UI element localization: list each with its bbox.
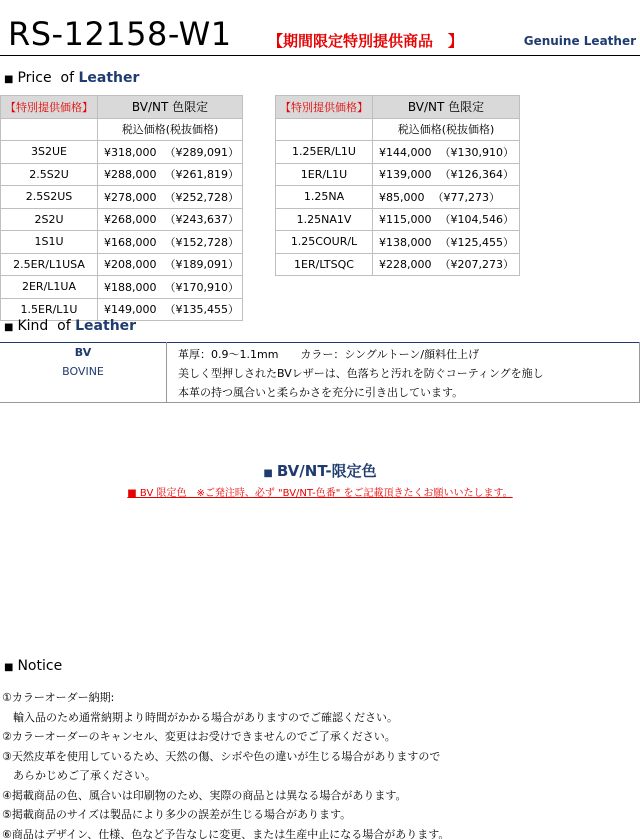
price-excl-tax: （¥261,819） <box>164 168 239 182</box>
price-incl-tax: ¥138,000 <box>379 235 432 249</box>
leather-description-line-1: 美しく型押しされたBVレザーは、色落ちと汚れを防ぐコーティングを施し <box>178 367 544 380</box>
price-cell <box>373 141 520 164</box>
table-header-row <box>276 96 520 119</box>
table-row <box>276 231 520 254</box>
kind-table-divider <box>166 342 167 402</box>
notice-line: ⑥商品はデザイン、仕様、色など予告なしに変更、または生産中止になる場合があります。 <box>2 827 450 839</box>
header-divider <box>0 55 640 56</box>
notice-line: あらかじめご了承ください。 <box>2 769 156 782</box>
notice-line: ①カラーオーダー納期: <box>2 691 115 704</box>
price-excl-tax: （¥126,364） <box>439 168 514 182</box>
limited-color-note: ■ BV 限定色 ※ご発注時、必ず "BV/NT-色番" をご記載頂きたくお願いいたします。 <box>127 488 513 499</box>
price-cell <box>373 208 520 231</box>
price-table-right <box>275 95 520 276</box>
notice-line: 輸入品のため通常納期より時間がかかる場合がありますのでご確認ください。 <box>2 710 398 724</box>
model-cell: 1.25COUR/L <box>276 231 373 254</box>
price-excl-tax: （¥77,273） <box>432 190 500 204</box>
price-excl-tax: （¥130,910） <box>439 145 514 159</box>
price-cell <box>373 186 520 209</box>
price-section-heading <box>4 70 139 86</box>
price-cell <box>98 208 243 231</box>
price-excl-tax: （¥125,455） <box>439 235 514 249</box>
limited-color-heading <box>0 460 640 481</box>
leather-name: BOVINE <box>62 365 104 378</box>
promo-label: 【期間限定特別提供商品 】 <box>268 32 464 50</box>
bullet-icon: ■ <box>4 74 14 85</box>
model-cell: 1.25ER/L1U <box>276 141 373 164</box>
price-cell <box>98 186 243 209</box>
price-excl-tax: （¥104,546） <box>439 213 514 227</box>
notice-line: ⑤掲載商品のサイズは製品により多少の誤差が生じる場合があります。 <box>2 808 352 821</box>
tax-label: 税込価格(税抜価格) <box>373 118 520 141</box>
price-excl-tax: （¥152,728） <box>164 235 239 249</box>
model-cell: 2S2U <box>1 208 98 231</box>
price-incl-tax: ¥139,000 <box>379 168 432 182</box>
price-table-left <box>0 95 243 321</box>
price-incl-tax: ¥168,000 <box>104 235 157 249</box>
price-incl-tax: ¥188,000 <box>104 280 157 294</box>
price-cell <box>98 276 243 299</box>
table-subheader-row <box>276 118 520 141</box>
leather-code: BV <box>74 346 92 359</box>
page-header <box>0 0 640 56</box>
notice-section-heading <box>4 658 62 674</box>
price-cell <box>373 253 520 276</box>
price-cell <box>98 163 243 186</box>
model-cell: 3S2UE <box>1 141 98 164</box>
price-incl-tax: ¥208,000 <box>104 258 157 272</box>
price-excl-tax: （¥252,728） <box>164 190 239 204</box>
model-cell: 2.5ER/L1USA <box>1 253 98 276</box>
notice-line: ②カラーオーダーのキャンセル、変更はお受けできませんのでご了承ください。 <box>2 730 396 743</box>
color-limited-label: BV/NT 色限定 <box>98 96 243 119</box>
table-row <box>1 186 243 209</box>
bullet-icon: ■ <box>263 468 273 479</box>
model-cell: 2.5S2U <box>1 163 98 186</box>
genuine-leather-label: Genuine Leather <box>523 34 636 48</box>
kind-section-heading <box>4 318 136 334</box>
price-incl-tax: ¥288,000 <box>104 168 157 182</box>
table-subheader-row <box>1 118 243 141</box>
table-row <box>276 163 520 186</box>
table-row <box>1 163 243 186</box>
table-row <box>276 186 520 209</box>
color-limited-label: BV/NT 色限定 <box>373 96 520 119</box>
price-incl-tax: ¥268,000 <box>104 213 157 227</box>
table-row <box>1 276 243 299</box>
leather-description-line-2: 本革の持つ風合いと柔らかさを充分に引き出しています。 <box>178 386 464 399</box>
table-row <box>1 208 243 231</box>
empty-cell <box>1 118 98 141</box>
model-cell: 1.25NA <box>276 186 373 209</box>
model-cell: 2ER/L1UA <box>1 276 98 299</box>
price-incl-tax: ¥318,000 <box>104 145 157 159</box>
special-price-label: 【特別提供価格】 <box>276 96 373 119</box>
price-excl-tax: （¥207,273） <box>439 258 514 272</box>
price-excl-tax: （¥289,091） <box>164 145 239 159</box>
table-row <box>276 253 520 276</box>
price-incl-tax: ¥115,000 <box>379 213 432 227</box>
table-row <box>1 231 243 254</box>
bullet-icon: ■ <box>4 662 14 673</box>
price-excl-tax: （¥189,091） <box>164 258 239 272</box>
empty-cell <box>276 118 373 141</box>
price-cell <box>98 231 243 254</box>
kind-table-top-border <box>0 342 640 343</box>
notice-line: ④掲載商品の色、風合いは印刷物のため、実際の商品とは異なる場合があります。 <box>2 788 407 802</box>
notice-line: ③天然皮革を使用しているため、天然の傷、シボや色の違いが生じる場合がありますので <box>2 749 441 763</box>
price-excl-tax: （¥170,910） <box>164 280 239 294</box>
price-incl-tax: ¥228,000 <box>379 258 432 272</box>
model-number: RS-12158-W1 <box>8 15 232 53</box>
model-cell: 1ER/L1U <box>276 163 373 186</box>
model-cell: 1ER/LTSQC <box>276 253 373 276</box>
price-incl-tax: ¥149,000 <box>104 303 157 317</box>
price-cell <box>373 163 520 186</box>
price-cell <box>98 141 243 164</box>
price-incl-tax: ¥85,000 <box>379 190 425 204</box>
model-cell: 1S1U <box>1 231 98 254</box>
table-row <box>276 208 520 231</box>
model-cell: 1.25NA1V <box>276 208 373 231</box>
table-row <box>1 141 243 164</box>
price-heading-label: Price of <box>17 70 79 86</box>
price-excl-tax: （¥135,455） <box>164 303 239 317</box>
table-row <box>1 253 243 276</box>
kind-heading-label: Kind of <box>17 318 76 334</box>
kind-heading-keyword: Leather <box>75 318 137 334</box>
special-price-label: 【特別提供価格】 <box>1 96 98 119</box>
tax-label: 税込価格(税抜価格) <box>98 118 243 141</box>
price-incl-tax: ¥144,000 <box>379 145 432 159</box>
price-cell <box>373 231 520 254</box>
table-row <box>276 141 520 164</box>
price-excl-tax: （¥243,637） <box>164 213 239 227</box>
price-incl-tax: ¥278,000 <box>104 190 157 204</box>
bullet-icon: ■ <box>4 322 14 333</box>
kind-table-bottom-border <box>0 402 640 403</box>
price-heading-keyword: Leather <box>78 70 140 86</box>
notice-list <box>2 688 449 839</box>
limited-color-title: BV/NT-限定色 <box>276 462 377 480</box>
price-cell <box>98 253 243 276</box>
model-cell: 1.5ER/L1U <box>1 298 98 321</box>
model-cell: 2.5S2US <box>1 186 98 209</box>
leather-spec: 革厚：0.9～1.1mm カラー：シングルトーン/顔料仕上げ <box>178 348 480 361</box>
notice-title: Notice <box>17 658 63 674</box>
table-header-row <box>1 96 243 119</box>
